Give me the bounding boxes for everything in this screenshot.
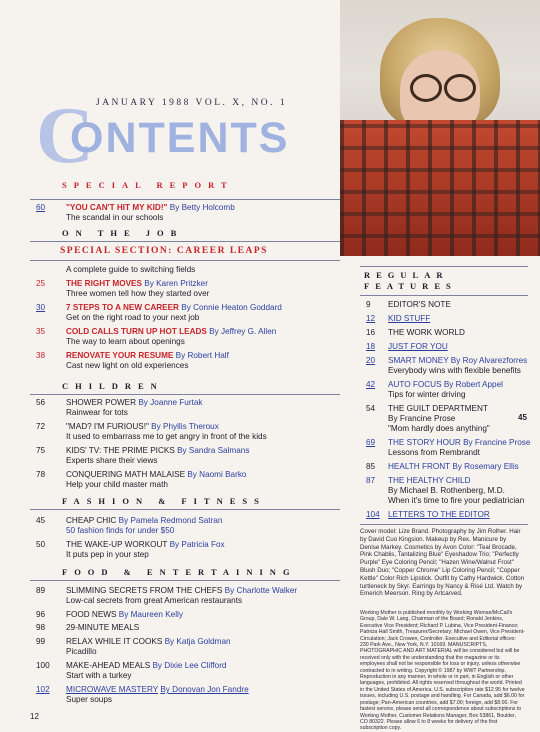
page-number: 12 — [30, 712, 39, 721]
page-title: ONTENTS — [70, 114, 290, 162]
divider — [30, 199, 340, 200]
divider — [30, 394, 340, 395]
divider — [360, 524, 528, 525]
divider — [360, 295, 528, 296]
cover-photo — [340, 0, 540, 256]
section-career-leaps: SPECIAL SECTION: CAREER LEAPS — [60, 246, 268, 256]
glasses-left — [410, 74, 442, 102]
dateline: JANUARY 1988 VOL. X, NO. 1 — [96, 98, 288, 108]
divider — [30, 241, 340, 242]
section-regular: REGULAR — [364, 270, 449, 280]
cover-credits: Cover model: Lize Brand. Photography by Jim Rolher. Hair by David Cuo Kingsion. Makeup by Rex. Manicure by Denise Markey. Cosmetics by Avon Color: "Teal Brocade, Pink Chablis, Tantalizing Blue" Eyeshadow Trio; "Perfectly Purple" Eye Coloring Pencil; "Hazen Wine/Walnut Frost" Blush Duo; "Copper Chrome" Lip Coloring Pencil; "Copper Kettle" Color Rich Lipstick. Outfit by Cathy Hardwick. Cotton turtleneck by Skyr. Earrings by Nancy & Risé Ltd. Watch by Emerich Meerson. Ring by Artcarved. — [360, 528, 525, 598]
section-fashion-fitness: FASHION & FITNESS — [62, 496, 266, 506]
divider — [360, 266, 528, 267]
divider — [30, 580, 340, 581]
section-food-entertaining: FOOD & ENTERTAINING — [62, 567, 297, 577]
career-intro: A complete guide to switching fields — [66, 265, 196, 274]
divider — [30, 509, 340, 510]
divider — [30, 260, 340, 261]
section-features: FEATURES — [364, 281, 457, 291]
section-children: CHILDREN — [62, 381, 164, 391]
section-special-report: SPECIAL REPORT — [62, 180, 234, 190]
photo-number: 45 — [518, 413, 527, 422]
publisher-info: Working Mother is published monthly by Working Woman/McCall's Group, Dale W. Lang, Chairman of the Board; Ronald Jenkins, Executive Vice President; Richard P. Lubina, Vice President-Finance; Patricia Hall Smith, Treasurer/Secretary; Michael Owen, Vice President-Circulation; Jack Crowen, Controller. Executive and Editorial offices: 230 Park Ave., New York, N.Y. 10169. MANUSCRIPTS, PHOTOGRAPHIC AND ART MATERIAL will be considered but will be received only with the understanding that the magazine or its employees shall not be responsible for loss or injury, unless otherwise contracted to in writing. Copyright © 1987 by WWT Partnership. Reproduction in any manner, in whole or in part, in English or other languages, prohibited. All rights reserved throughout the world. Printed in the United States of America. U.S. subscription rate $12.95 for twelve issues, including U.S. postage and handling. For Canada, add $6.00 for postage; Pan-American countries, add $7.00; foreign, add $8.00. For fastest service, please send all correspondence about subscriptions to Working Mother, Customer Relations Manager, Box 53861, Boulder, CO 80322. Please allow 6 to 8 weeks for delivery of the first subscription copy. — [360, 610, 525, 732]
section-on-the-job: ON THE JOB — [62, 228, 184, 238]
title-initial: C — [36, 92, 94, 180]
photo-coat — [340, 120, 540, 256]
glasses-right — [444, 74, 476, 102]
